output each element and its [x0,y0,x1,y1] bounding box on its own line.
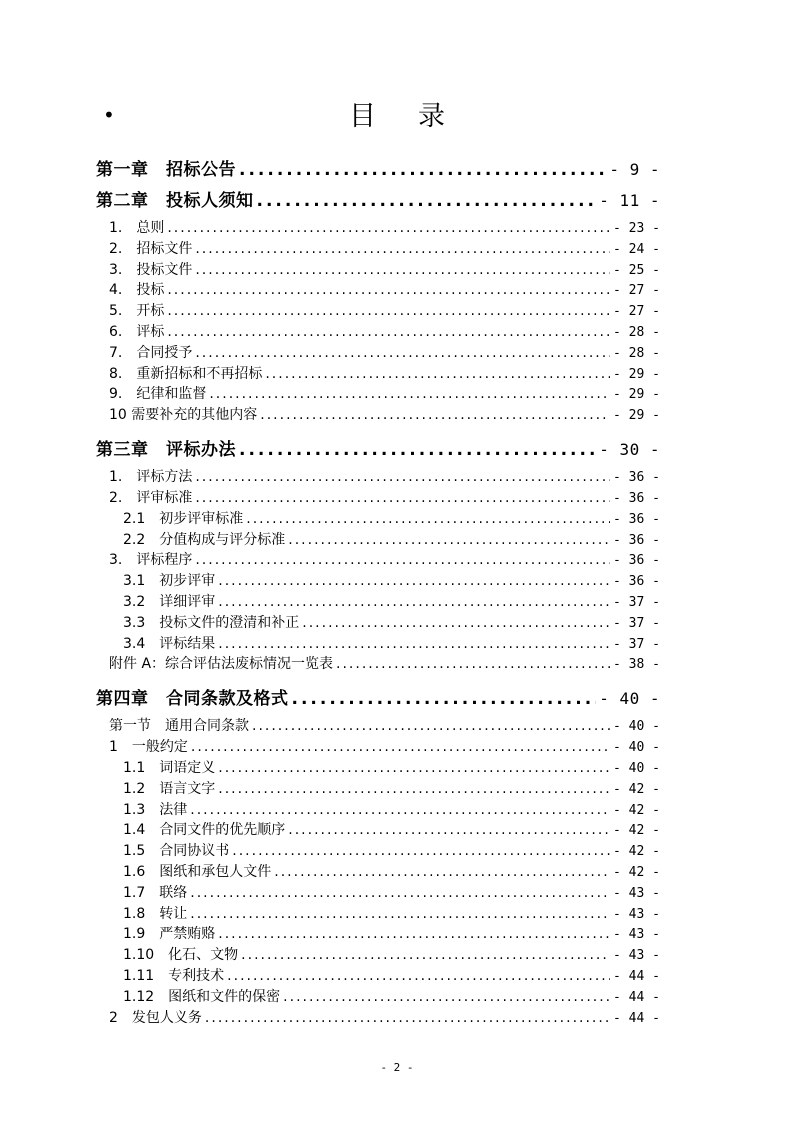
toc-entry-page: - 36 - [613,470,660,486]
toc-entry[interactable] [123,986,660,1006]
toc-entry-page: - 36 - [613,553,660,569]
toc-entry-page: - 42 - [613,844,660,860]
toc-entry-page: - 42 - [613,781,660,797]
toc-entry-label: 1.3 法律 [123,801,188,818]
dot-leader [190,802,610,818]
toc-entry-page: - 43 - [613,948,660,964]
toc-entry-page: - 44 - [613,1010,660,1026]
toc-entry[interactable] [109,217,660,237]
toc-entry-label: 第四章 合同条款及格式 [96,689,289,710]
dot-leader [246,511,610,527]
toc-entry[interactable] [109,653,660,673]
toc-chapter-entry[interactable] [96,186,660,211]
toc-entry-label: 3.2 详细评审 [123,594,216,610]
toc-entry[interactable] [123,778,660,798]
toc-entry-label: 1.8 转让 [123,905,188,922]
dot-leader [302,615,610,631]
toc-entry-page: - 36 - [613,574,660,590]
dot-leader [191,739,610,755]
toc-entry[interactable] [109,404,660,424]
dot-leader [274,864,610,880]
toc-entry-page: - 29 - [613,366,660,382]
toc-entry-page: - 40 - [613,761,660,776]
toc-entry-page: - 43 - [613,927,660,943]
toc-entry-label: 2. 评审标准 [109,490,193,506]
dot-leader [292,689,597,709]
toc-entry[interactable] [123,882,660,902]
dot-leader [218,926,610,942]
toc-entry-label: 8. 重新招标和不再招标 [109,365,263,382]
toc-entry[interactable] [123,861,660,881]
toc-chapter-entry[interactable] [96,684,660,709]
dot-leader [167,282,610,298]
toc-entry-page: - 36 - [613,532,660,548]
toc-entry-label: 第一节 通用合同条款 [109,718,249,735]
toc-entry-label: 第三章 评标办法 [96,440,236,461]
toc-entry-page: - 42 - [613,865,660,880]
toc-entry-page: - 40 - [613,719,660,735]
dot-leader [218,573,610,589]
toc-entry-label: 5. 开标 [109,303,165,320]
dot-leader [218,636,610,652]
toc-entry-page: - 29 - [613,387,660,403]
dot-leader [195,241,610,257]
toc-entry-label: 1.4 合同文件的优先顺序 [123,822,286,839]
toc-entry-page: - 23 - [613,221,660,236]
toc-entry-label: 1.12 图纸和文件的保密 [123,988,281,1005]
toc-entry-page: - 28 - [613,325,660,340]
toc-entry-label: 3.1 初步评审 [123,573,216,590]
toc-entry[interactable] [123,529,660,549]
toc-entry[interactable] [109,259,660,279]
toc-entry[interactable] [123,965,660,985]
dot-leader [195,262,610,278]
toc-entry-page: - 24 - [613,241,660,257]
toc-entry-label: 第一章 招标公告 [96,160,236,180]
toc-entry-label: 2 发包人义务 [109,1009,202,1026]
dot-leader [218,760,610,776]
toc-entry[interactable] [123,508,660,528]
dot-leader [288,532,610,548]
toc-entry[interactable] [123,570,660,590]
toc-entry-label: 3.4 评标结果 [123,635,216,652]
toc-entry[interactable] [109,279,660,299]
dot-leader [195,469,610,485]
toc-entry[interactable] [109,238,660,258]
toc-entry-label: 2. 招标文件 [109,240,193,257]
dot-leader [209,386,610,402]
toc-entry[interactable] [109,321,660,341]
page-number: - 2 - [380,1061,414,1074]
toc-entry[interactable] [123,903,660,923]
dot-leader [283,989,610,1005]
toc-entry[interactable] [123,923,660,943]
toc-entry[interactable] [109,383,660,403]
dot-leader [257,191,597,211]
dot-leader [167,324,610,340]
toc-entry[interactable] [109,466,660,486]
page-title: 目录 [349,101,487,132]
dot-leader [239,440,596,460]
toc-entry-page: - 44 - [613,969,660,984]
toc-entry-page: - 28 - [613,345,660,361]
toc-entry[interactable] [109,715,660,735]
toc-entry-page: - 40 - [613,740,660,756]
toc-entry[interactable] [123,633,660,653]
dot-leader [167,220,610,236]
toc-entry-label: 第二章 投标人须知 [96,191,254,211]
toc-entry-page: - 43 - [613,906,660,922]
toc-entry-label: 1.1 词语定义 [123,760,216,776]
dot-leader [288,822,610,838]
toc-entry-label: 1. 总则 [109,220,165,236]
toc-entry-page: - 44 - [613,989,660,1005]
toc-entry-page: - 11 - [599,191,660,210]
dot-leader [167,303,610,319]
dot-leader [336,656,610,672]
toc-entry[interactable] [123,757,660,777]
dot-leader [190,906,610,922]
toc-entry-label: 1.11 专利技术 [123,968,225,984]
toc-entry[interactable] [109,736,660,756]
dot-leader [218,594,610,610]
toc-entry-label: 1.9 严禁贿赂 [123,926,216,943]
toc-entry-page: - 9 - [609,160,660,179]
toc-entry-page: - 38 - [613,657,660,673]
toc-chapter-entry[interactable] [96,435,660,460]
toc-entry[interactable] [123,591,660,611]
dot-leader [241,947,610,963]
toc-entry-label: 1 一般约定 [109,739,188,756]
dot-leader [227,968,610,984]
toc-entry[interactable] [109,1007,660,1027]
toc-entry-page: - 30 - [599,440,660,460]
toc-entry-label: 3. 投标文件 [109,261,193,278]
dot-leader [195,552,610,568]
toc-entry-page: - 27 - [613,304,660,320]
toc-entry-label: 1.5 合同协议书 [123,843,230,860]
toc-entry-label: 6. 评标 [109,324,165,340]
toc-entry[interactable] [123,819,660,839]
toc-entry[interactable] [109,342,660,362]
toc-entry-label: 9. 纪律和监督 [109,386,207,403]
toc-entry[interactable] [109,487,660,507]
dot-leader [218,781,610,797]
dot-leader [195,490,610,506]
toc-entry-label: 1. 评标方法 [109,469,193,486]
toc-entry-label: 1.7 联络 [123,884,188,901]
toc-entry-page: - 40 - [599,689,660,709]
toc-entry-page: - 27 - [613,283,660,299]
toc-entry[interactable] [123,799,660,819]
toc-entry-label: 3.3 投标文件的澄清和补正 [123,614,300,631]
toc-entry-label: 2.2 分值构成与评分标准 [123,531,286,548]
toc-entry-page: - 36 - [613,511,660,527]
toc-entry-label: 1.10 化石、文物 [123,947,239,964]
dot-leader [252,718,610,734]
toc-entry[interactable] [123,840,660,860]
toc-entry-label: 1.6 图纸和承包人文件 [123,864,272,880]
toc-entry-page: - 25 - [613,262,660,278]
toc-entry-page: - 37 - [613,636,660,652]
toc-entry-label: 7. 合同授予 [109,344,193,361]
toc-entry-page: - 43 - [613,885,660,901]
dot-leader [265,366,610,382]
dot-leader [239,160,606,180]
toc-entry[interactable] [123,944,660,964]
dot-leader [190,885,610,901]
toc-entry-label: 4. 投标 [109,282,165,299]
bullet-mark: • [103,103,115,127]
toc-entry-page: - 37 - [613,595,660,610]
toc-entry-label: 附件 A：综合评估法废标情况一览表 [109,656,334,673]
toc-entry-page: - 36 - [613,491,660,506]
toc-entry-label: 10 需要补充的其他内容 [109,407,258,424]
toc-entry-page: - 42 - [613,802,660,818]
toc-entry-page: - 37 - [613,615,660,631]
toc-entry[interactable] [109,300,660,320]
dot-leader [205,1010,610,1026]
dot-leader [260,407,610,423]
toc-entry[interactable] [123,612,660,632]
dot-leader [232,843,610,859]
toc-entry-page: - 29 - [613,408,660,424]
toc-entry-label: 1.2 语言文字 [123,780,216,797]
toc-entry-page: - 42 - [613,823,660,839]
toc-entry-label: 3. 评标程序 [109,552,193,569]
dot-leader [195,345,610,361]
toc-chapter-entry[interactable] [96,155,660,180]
toc-entry-label: 2.1 初步评审标准 [123,510,244,527]
toc-entry[interactable] [109,549,660,569]
toc-entry[interactable] [109,363,660,383]
